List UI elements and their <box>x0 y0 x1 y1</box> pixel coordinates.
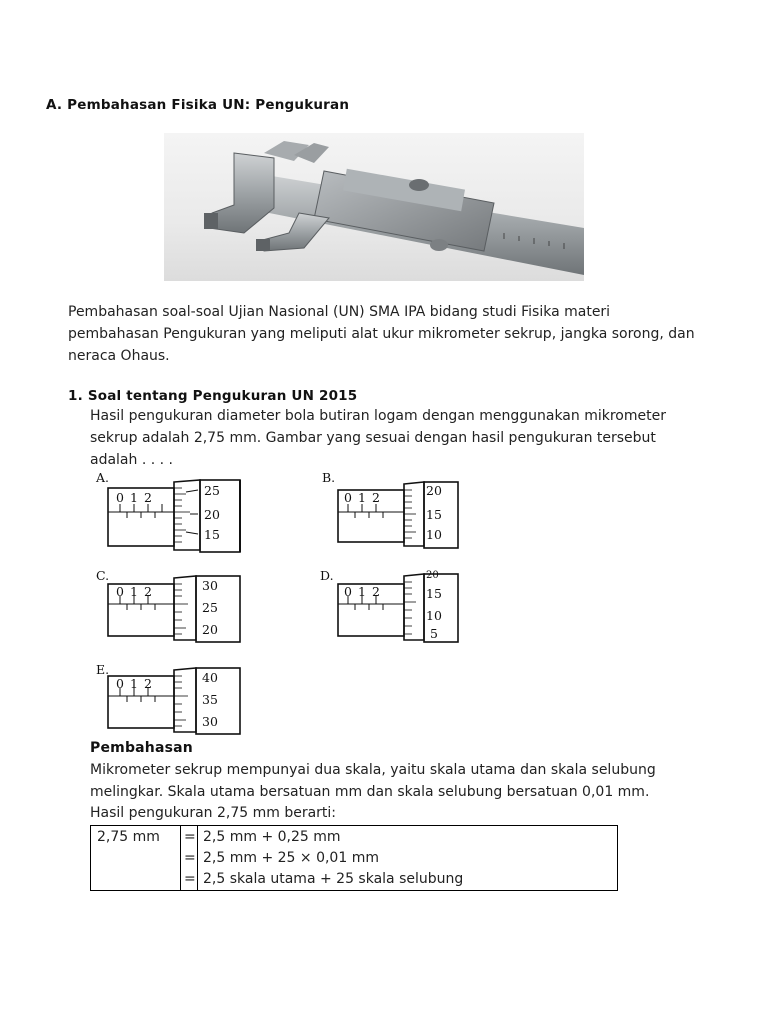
option-d-figure <box>320 568 458 642</box>
table-eq-3: = <box>184 871 196 887</box>
svg-text:20: 20 <box>426 483 442 498</box>
table-eq-2: = <box>184 850 196 866</box>
svg-text:25: 25 <box>204 483 220 498</box>
svg-text:25: 25 <box>202 600 218 615</box>
question-line-3: adalah . . . . <box>90 452 173 468</box>
svg-text:30: 30 <box>202 578 218 593</box>
discussion-title: Pembahasan <box>90 740 193 756</box>
question-title: 1. Soal tentang Pengukuran UN 2015 <box>68 388 358 404</box>
table-row-2: 2,5 mm + 25 × 0,01 mm <box>203 850 379 866</box>
vernier-caliper-photo <box>164 133 584 281</box>
svg-text:1: 1 <box>130 676 138 691</box>
option-letter: A. <box>96 470 110 485</box>
table-row-1: 2,5 mm + 0,25 mm <box>203 829 341 845</box>
svg-text:15: 15 <box>426 507 442 522</box>
svg-text:20: 20 <box>426 570 439 581</box>
svg-text:1: 1 <box>358 584 366 599</box>
svg-text:D.: D. <box>320 568 334 583</box>
question-line-2: sekrup adalah 2,75 mm. Gambar yang sesuai dengan hasil pengukuran tersebut <box>90 430 656 446</box>
svg-text:10: 10 <box>426 527 442 542</box>
discussion-line-2: melingkar. Skala utama bersatuan mm dan skala selubung bersatuan 0,01 mm. <box>90 784 650 800</box>
svg-text:0: 0 <box>344 584 352 599</box>
intro-line-1: Pembahasan soal-soal Ujian Nasional (UN) SMA IPA bidang studi Fisika materi <box>68 304 611 320</box>
table-eq-1: = <box>184 829 196 845</box>
svg-text:B.: B. <box>322 470 336 485</box>
svg-text:E.: E. <box>96 662 110 677</box>
svg-text:1: 1 <box>130 490 138 505</box>
svg-text:5: 5 <box>430 626 438 641</box>
table-label: 2,75 mm <box>97 829 160 845</box>
svg-text:0: 0 <box>116 676 124 691</box>
svg-text:1: 1 <box>130 584 138 599</box>
svg-text:0: 0 <box>116 490 124 505</box>
question-line-1: Hasil pengukuran diameter bola butiran logam dengan menggunakan mikrometer <box>90 408 666 424</box>
svg-text:20: 20 <box>204 507 220 522</box>
intro-line-2: pembahasan Pengukuran yang meliputi alat ukur mikrometer sekrup, jangka sorong, dan <box>68 326 695 342</box>
discussion-line-3: Hasil pengukuran 2,75 mm berarti: <box>90 805 337 821</box>
option-e-figure <box>96 662 240 734</box>
option-a-figure <box>95 470 240 552</box>
svg-text:0: 0 <box>344 490 352 505</box>
table-row-3: 2,5 skala utama + 25 skala selubung <box>203 871 464 887</box>
svg-text:2: 2 <box>372 490 380 505</box>
svg-text:20: 20 <box>202 622 218 637</box>
svg-text:30: 30 <box>202 714 218 729</box>
svg-text:2: 2 <box>372 584 380 599</box>
svg-text:2: 2 <box>144 676 152 691</box>
answer-table <box>90 825 618 891</box>
svg-text:2: 2 <box>144 584 152 599</box>
svg-text:15: 15 <box>204 527 220 542</box>
svg-text:15: 15 <box>426 586 442 601</box>
svg-text:2: 2 <box>144 490 152 505</box>
svg-text:C.: C. <box>96 568 110 583</box>
option-b-figure <box>322 470 458 548</box>
svg-text:0: 0 <box>116 584 124 599</box>
svg-text:35: 35 <box>202 692 218 707</box>
option-c-figure <box>96 568 240 642</box>
intro-line-3: neraca Ohaus. <box>68 348 170 364</box>
micrometer-options-figure <box>90 470 490 740</box>
svg-text:1: 1 <box>358 490 366 505</box>
svg-text:40: 40 <box>202 670 218 685</box>
section-title: A. Pembahasan Fisika UN: Pengukuran <box>46 97 350 113</box>
discussion-line-1: Mikrometer sekrup mempunyai dua skala, yaitu skala utama dan skala selubung <box>90 762 656 778</box>
svg-text:10: 10 <box>426 608 442 623</box>
